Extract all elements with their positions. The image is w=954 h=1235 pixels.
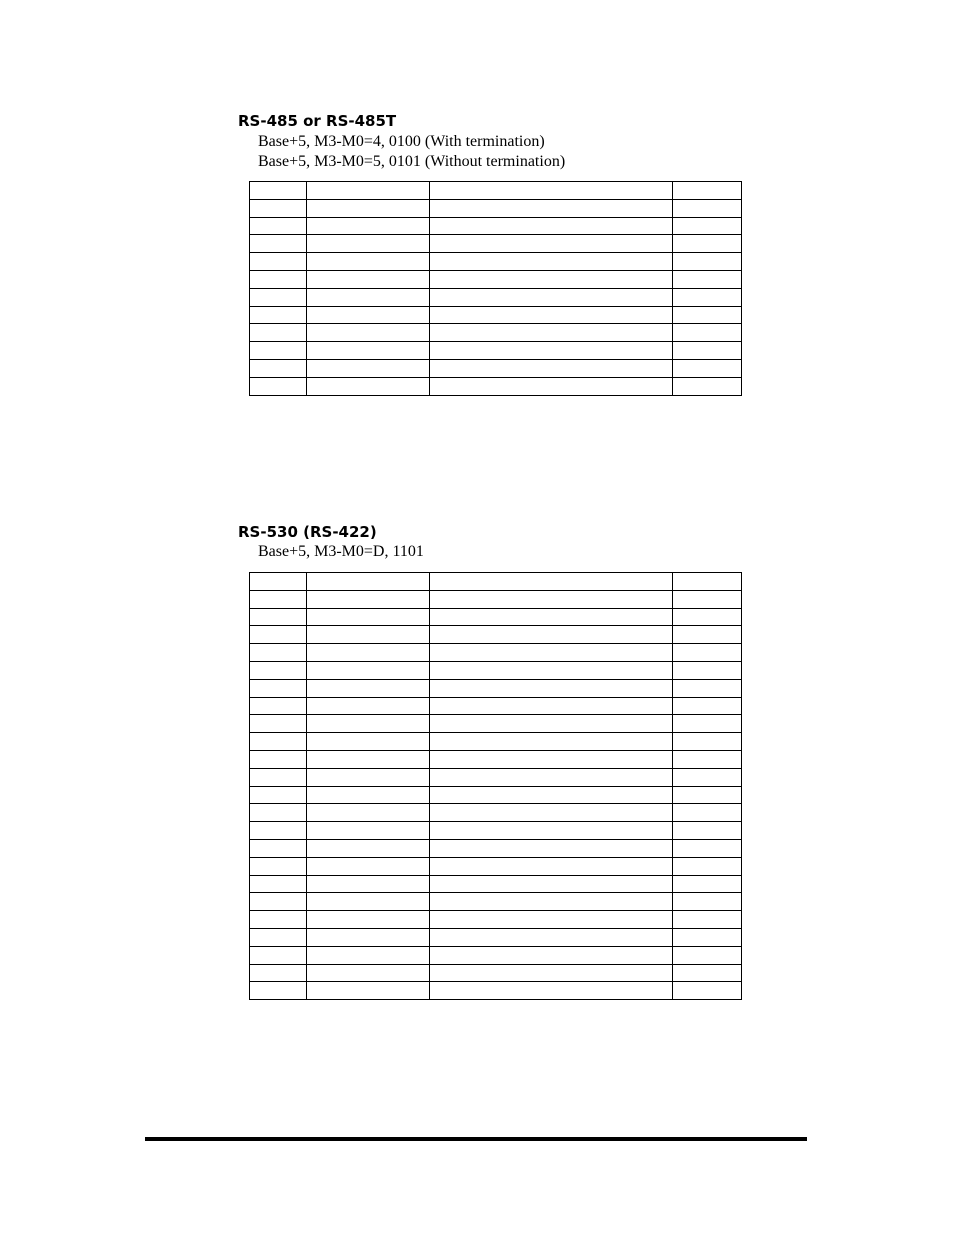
table-cell bbox=[250, 893, 307, 911]
table-cell bbox=[673, 715, 742, 733]
table-cell bbox=[430, 288, 673, 306]
table-cell bbox=[430, 697, 673, 715]
table-cell bbox=[250, 857, 307, 875]
table-cell bbox=[307, 270, 430, 288]
table-row bbox=[250, 982, 742, 1000]
table-cell bbox=[430, 822, 673, 840]
table-row bbox=[250, 217, 742, 235]
table-cell bbox=[430, 217, 673, 235]
table-cell bbox=[307, 804, 430, 822]
table-cell bbox=[250, 750, 307, 768]
table-cell bbox=[673, 644, 742, 662]
table-cell bbox=[307, 822, 430, 840]
table-cell bbox=[673, 377, 742, 395]
table-cell bbox=[307, 235, 430, 253]
table-cell bbox=[250, 324, 307, 342]
table-cell bbox=[430, 982, 673, 1000]
table-row bbox=[250, 768, 742, 786]
table-cell bbox=[250, 679, 307, 697]
table-cell bbox=[673, 804, 742, 822]
table-cell bbox=[673, 857, 742, 875]
table-cell bbox=[250, 288, 307, 306]
table-cell bbox=[673, 199, 742, 217]
table-row bbox=[250, 964, 742, 982]
table-cell bbox=[250, 715, 307, 733]
table-row bbox=[250, 288, 742, 306]
table-row bbox=[250, 377, 742, 395]
table-cell bbox=[673, 697, 742, 715]
table-cell bbox=[673, 182, 742, 200]
table-cell bbox=[430, 306, 673, 324]
table-row bbox=[250, 715, 742, 733]
table-row bbox=[250, 644, 742, 662]
table-cell bbox=[307, 857, 430, 875]
table-cell bbox=[307, 342, 430, 360]
table-cell bbox=[250, 182, 307, 200]
table-row bbox=[250, 626, 742, 644]
table-row bbox=[250, 786, 742, 804]
table-row bbox=[250, 359, 742, 377]
footer-rule bbox=[145, 1137, 807, 1141]
table-row bbox=[250, 875, 742, 893]
table-cell bbox=[250, 608, 307, 626]
table-cell bbox=[250, 822, 307, 840]
table-cell bbox=[430, 733, 673, 751]
table-cell bbox=[307, 875, 430, 893]
table-cell bbox=[250, 644, 307, 662]
table-cell bbox=[250, 270, 307, 288]
table-cell bbox=[250, 982, 307, 1000]
table-cell bbox=[250, 733, 307, 751]
table-cell bbox=[307, 324, 430, 342]
table-cell bbox=[307, 786, 430, 804]
table-cell bbox=[430, 377, 673, 395]
table-row bbox=[250, 324, 742, 342]
table-cell bbox=[250, 839, 307, 857]
table-row bbox=[250, 608, 742, 626]
table-cell bbox=[673, 928, 742, 946]
table-cell bbox=[307, 377, 430, 395]
table-row bbox=[250, 857, 742, 875]
table-cell bbox=[307, 964, 430, 982]
table-cell bbox=[250, 768, 307, 786]
table-cell bbox=[430, 964, 673, 982]
table-cell bbox=[673, 626, 742, 644]
table-cell bbox=[307, 679, 430, 697]
table-row bbox=[250, 253, 742, 271]
table-row bbox=[250, 590, 742, 608]
table-cell bbox=[250, 626, 307, 644]
table-cell bbox=[673, 679, 742, 697]
table-cell bbox=[673, 786, 742, 804]
table-row bbox=[250, 199, 742, 217]
table-cell bbox=[250, 377, 307, 395]
table-row bbox=[250, 911, 742, 929]
table-cell bbox=[430, 661, 673, 679]
table-cell bbox=[250, 911, 307, 929]
table-cell bbox=[307, 253, 430, 271]
table-cell bbox=[430, 679, 673, 697]
table-cell bbox=[430, 235, 673, 253]
table-row bbox=[250, 182, 742, 200]
table-cell bbox=[673, 911, 742, 929]
table-cell bbox=[307, 768, 430, 786]
table-cell bbox=[673, 270, 742, 288]
table-cell bbox=[250, 217, 307, 235]
table-cell bbox=[307, 697, 430, 715]
table-cell bbox=[673, 893, 742, 911]
table-cell bbox=[430, 928, 673, 946]
table-cell bbox=[250, 253, 307, 271]
table-row bbox=[250, 839, 742, 857]
table-cell bbox=[307, 715, 430, 733]
table-cell bbox=[673, 750, 742, 768]
mode-line-without-termination: Base+5, M3-M0=5, 0101 (Without termination) bbox=[258, 153, 566, 170]
table-row bbox=[250, 679, 742, 697]
table-cell bbox=[307, 573, 430, 591]
rs530-pin-table bbox=[249, 572, 742, 1000]
table-cell bbox=[307, 750, 430, 768]
table-row bbox=[250, 750, 742, 768]
table-row bbox=[250, 661, 742, 679]
table-cell bbox=[430, 911, 673, 929]
table-cell bbox=[307, 928, 430, 946]
table-cell bbox=[250, 235, 307, 253]
table-cell bbox=[673, 324, 742, 342]
table-row bbox=[250, 928, 742, 946]
table-cell bbox=[673, 608, 742, 626]
table-cell bbox=[430, 786, 673, 804]
table-row bbox=[250, 697, 742, 715]
table-cell bbox=[430, 199, 673, 217]
table-cell bbox=[430, 768, 673, 786]
table-cell bbox=[250, 964, 307, 982]
table-cell bbox=[430, 253, 673, 271]
table-cell bbox=[307, 288, 430, 306]
table-cell bbox=[430, 839, 673, 857]
table-row bbox=[250, 342, 742, 360]
table-cell bbox=[250, 573, 307, 591]
table-cell bbox=[307, 306, 430, 324]
table-cell bbox=[250, 875, 307, 893]
section-heading-rs530: RS-530 (RS-422) bbox=[238, 523, 377, 541]
table-cell bbox=[250, 342, 307, 360]
table-cell bbox=[673, 964, 742, 982]
table-cell bbox=[430, 750, 673, 768]
table-cell bbox=[307, 626, 430, 644]
table-cell bbox=[673, 342, 742, 360]
table-cell bbox=[430, 644, 673, 662]
table-cell bbox=[307, 733, 430, 751]
table-cell bbox=[430, 804, 673, 822]
table-row bbox=[250, 306, 742, 324]
table-cell bbox=[430, 875, 673, 893]
table-cell bbox=[430, 182, 673, 200]
table-cell bbox=[307, 182, 430, 200]
table-cell bbox=[250, 661, 307, 679]
table-cell bbox=[430, 857, 673, 875]
table-cell bbox=[430, 715, 673, 733]
table-cell bbox=[673, 946, 742, 964]
table-cell bbox=[250, 697, 307, 715]
mode-line-with-termination: Base+5, M3-M0=4, 0100 (With termination) bbox=[258, 133, 545, 150]
table-cell bbox=[673, 839, 742, 857]
table-cell bbox=[673, 573, 742, 591]
table-cell bbox=[673, 875, 742, 893]
table-row bbox=[250, 946, 742, 964]
table-cell bbox=[250, 199, 307, 217]
table-row bbox=[250, 733, 742, 751]
table-cell bbox=[307, 893, 430, 911]
table-cell bbox=[673, 359, 742, 377]
table-cell bbox=[673, 822, 742, 840]
table-cell bbox=[673, 768, 742, 786]
table-cell bbox=[430, 626, 673, 644]
table-row bbox=[250, 822, 742, 840]
table-cell bbox=[673, 306, 742, 324]
table-cell bbox=[307, 661, 430, 679]
table-cell bbox=[307, 839, 430, 857]
table-row bbox=[250, 573, 742, 591]
table-cell bbox=[250, 928, 307, 946]
rs485-pin-table bbox=[249, 181, 742, 396]
table-cell bbox=[673, 288, 742, 306]
table-cell bbox=[307, 911, 430, 929]
table-cell bbox=[430, 608, 673, 626]
table-row bbox=[250, 270, 742, 288]
table-row bbox=[250, 893, 742, 911]
table-cell bbox=[430, 893, 673, 911]
table-cell bbox=[430, 590, 673, 608]
table-cell bbox=[307, 608, 430, 626]
table-cell bbox=[250, 359, 307, 377]
table-cell bbox=[430, 573, 673, 591]
table-row bbox=[250, 235, 742, 253]
table-cell bbox=[673, 982, 742, 1000]
table-cell bbox=[673, 733, 742, 751]
table-cell bbox=[307, 199, 430, 217]
table-cell bbox=[673, 590, 742, 608]
table-cell bbox=[430, 359, 673, 377]
table-cell bbox=[250, 946, 307, 964]
table-cell bbox=[250, 306, 307, 324]
table-cell bbox=[673, 235, 742, 253]
section-heading-rs485: RS-485 or RS-485T bbox=[238, 112, 397, 130]
table-cell bbox=[307, 359, 430, 377]
mode-line-rs530: Base+5, M3-M0=D, 1101 bbox=[258, 543, 424, 560]
table-cell bbox=[250, 804, 307, 822]
table-cell bbox=[250, 590, 307, 608]
table-cell bbox=[430, 324, 673, 342]
table-cell bbox=[430, 342, 673, 360]
table-cell bbox=[673, 661, 742, 679]
table-cell bbox=[673, 253, 742, 271]
table-cell bbox=[250, 786, 307, 804]
table-cell bbox=[430, 270, 673, 288]
table-cell bbox=[430, 946, 673, 964]
table-cell bbox=[307, 982, 430, 1000]
table-cell bbox=[307, 644, 430, 662]
table-cell bbox=[673, 217, 742, 235]
table-cell bbox=[307, 217, 430, 235]
table-cell bbox=[307, 590, 430, 608]
table-row bbox=[250, 804, 742, 822]
table-cell bbox=[307, 946, 430, 964]
